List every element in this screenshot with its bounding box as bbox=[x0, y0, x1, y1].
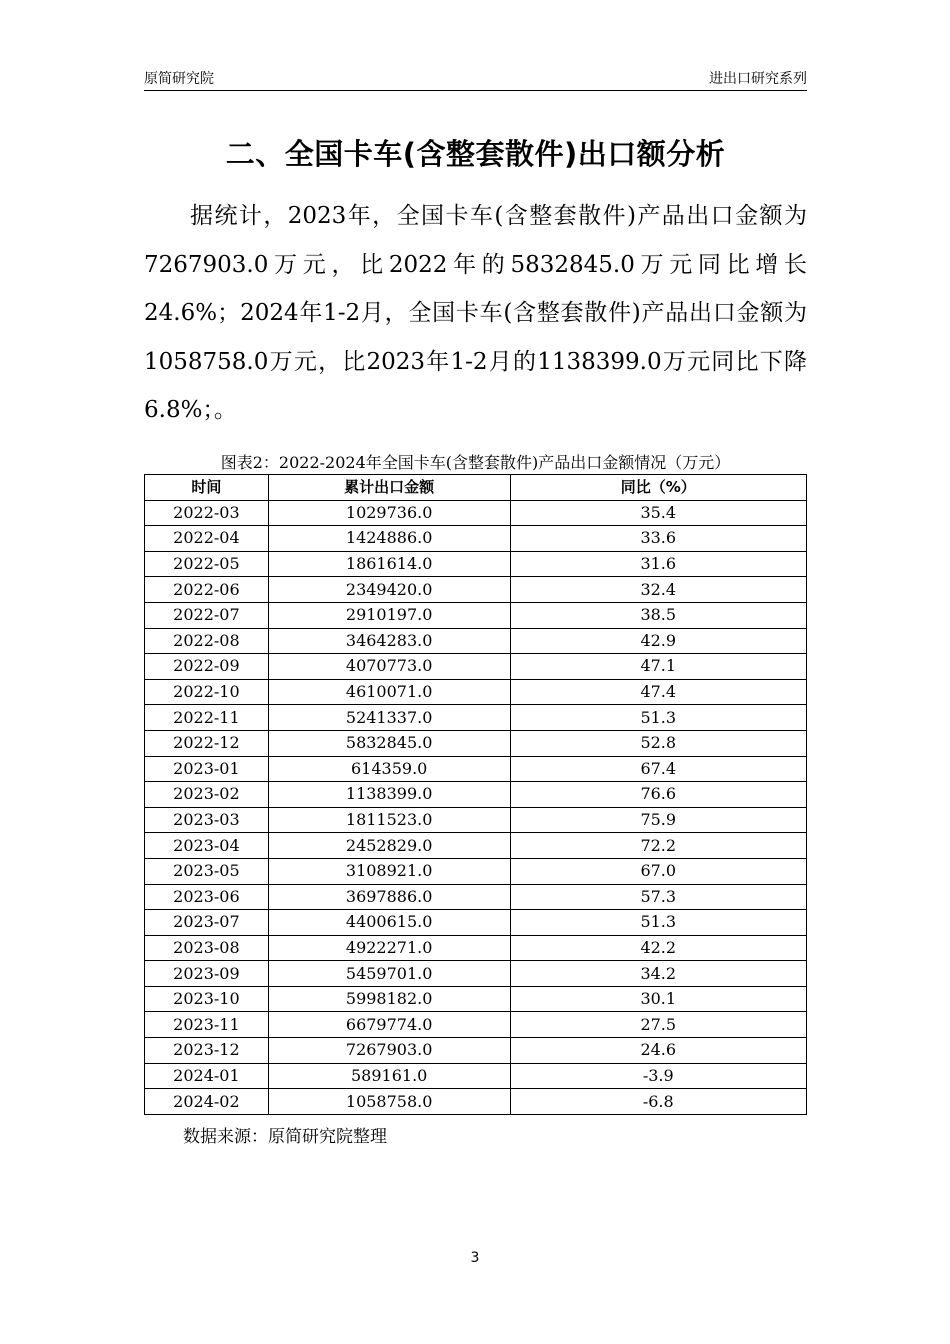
cell-amount: 2910197.0 bbox=[268, 602, 510, 628]
cell-time: 2022-08 bbox=[145, 628, 269, 654]
cell-yoy: 76.6 bbox=[510, 782, 807, 808]
cell-amount: 6679774.0 bbox=[268, 1012, 510, 1038]
cell-time: 2022-04 bbox=[145, 526, 269, 552]
cell-amount: 1058758.0 bbox=[268, 1089, 510, 1115]
table-row bbox=[145, 986, 807, 1012]
cell-time: 2023-02 bbox=[145, 782, 269, 808]
cell-amount: 1138399.0 bbox=[268, 782, 510, 808]
table-row bbox=[145, 577, 807, 603]
table-row bbox=[145, 679, 807, 705]
cell-yoy: 30.1 bbox=[510, 986, 807, 1012]
cell-yoy: 38.5 bbox=[510, 602, 807, 628]
cell-time: 2022-05 bbox=[145, 551, 269, 577]
cell-amount: 3108921.0 bbox=[268, 858, 510, 884]
cell-amount: 1424886.0 bbox=[268, 526, 510, 552]
cell-yoy: 27.5 bbox=[510, 1012, 807, 1038]
cell-time: 2022-11 bbox=[145, 705, 269, 731]
cell-time: 2023-11 bbox=[145, 1012, 269, 1038]
cell-time: 2023-01 bbox=[145, 756, 269, 782]
table-row bbox=[145, 910, 807, 936]
cell-time: 2023-06 bbox=[145, 884, 269, 910]
table-row bbox=[145, 884, 807, 910]
cell-amount: 1029736.0 bbox=[268, 500, 510, 526]
page-header bbox=[144, 66, 807, 91]
table-row bbox=[145, 1063, 807, 1089]
cell-yoy: 52.8 bbox=[510, 730, 807, 756]
cell-yoy: 75.9 bbox=[510, 807, 807, 833]
cell-time: 2023-05 bbox=[145, 858, 269, 884]
cell-amount: 5998182.0 bbox=[268, 986, 510, 1012]
table-row bbox=[145, 551, 807, 577]
cell-amount: 5241337.0 bbox=[268, 705, 510, 731]
header-cell-time: 时间 bbox=[145, 475, 269, 501]
cell-amount: 3464283.0 bbox=[268, 628, 510, 654]
header-cell-amount: 累计出口金额 bbox=[268, 475, 510, 501]
cell-yoy: 72.2 bbox=[510, 833, 807, 859]
cell-amount: 1811523.0 bbox=[268, 807, 510, 833]
cell-amount: 2349420.0 bbox=[268, 577, 510, 603]
data-source-note: 数据来源：原简研究院整理 bbox=[183, 1127, 387, 1147]
cell-yoy: 35.4 bbox=[510, 500, 807, 526]
cell-amount: 4610071.0 bbox=[268, 679, 510, 705]
cell-time: 2023-07 bbox=[145, 910, 269, 936]
table-row bbox=[145, 602, 807, 628]
cell-time: 2023-12 bbox=[145, 1038, 269, 1064]
body-paragraph: 据统计，2023年，全国卡车(含整套散件)产品出口金额为7267903.0万元，比2022年的5832845.0万元同比增长24.6%；2024年1-2月，全国卡车(含整套散件)产品出口金额为1058758.0万元，比2023年1-2月的1138399.0万元同比下降6.8%；。 bbox=[144, 203, 807, 423]
cell-time: 2022-07 bbox=[145, 602, 269, 628]
cell-yoy: 33.6 bbox=[510, 526, 807, 552]
table-row bbox=[145, 500, 807, 526]
cell-time: 2022-09 bbox=[145, 654, 269, 680]
cell-yoy: 67.0 bbox=[510, 858, 807, 884]
cell-yoy: 32.4 bbox=[510, 577, 807, 603]
cell-time: 2023-04 bbox=[145, 833, 269, 859]
cell-yoy: 34.2 bbox=[510, 961, 807, 987]
cell-yoy: -3.9 bbox=[510, 1063, 807, 1089]
cell-amount: 7267903.0 bbox=[268, 1038, 510, 1064]
table-row bbox=[145, 1012, 807, 1038]
cell-yoy: 67.4 bbox=[510, 756, 807, 782]
cell-time: 2022-10 bbox=[145, 679, 269, 705]
cell-time: 2023-09 bbox=[145, 961, 269, 987]
header-right: 进出口研究系列 bbox=[709, 71, 807, 87]
header-left: 原简研究院 bbox=[144, 71, 214, 87]
table-row bbox=[145, 1038, 807, 1064]
cell-amount: 4400615.0 bbox=[268, 910, 510, 936]
table-row bbox=[145, 961, 807, 987]
cell-amount: 2452829.0 bbox=[268, 833, 510, 859]
table-row bbox=[145, 628, 807, 654]
cell-yoy: 24.6 bbox=[510, 1038, 807, 1064]
cell-time: 2022-12 bbox=[145, 730, 269, 756]
table-row bbox=[145, 756, 807, 782]
cell-amount: 4922271.0 bbox=[268, 935, 510, 961]
page-number: 3 bbox=[470, 1250, 480, 1266]
cell-amount: 5832845.0 bbox=[268, 730, 510, 756]
cell-amount: 614359.0 bbox=[268, 756, 510, 782]
cell-yoy: 47.1 bbox=[510, 654, 807, 680]
cell-time: 2023-10 bbox=[145, 986, 269, 1012]
cell-yoy: 51.3 bbox=[510, 705, 807, 731]
cell-yoy: 31.6 bbox=[510, 551, 807, 577]
header-cell-yoy: 同比（%） bbox=[510, 475, 807, 501]
table-row bbox=[145, 730, 807, 756]
cell-yoy: -6.8 bbox=[510, 1089, 807, 1115]
table-body bbox=[145, 500, 807, 1114]
section-title: 二、全国卡车(含整套散件)出口额分析 bbox=[225, 137, 726, 171]
cell-yoy: 42.2 bbox=[510, 935, 807, 961]
table-row bbox=[145, 807, 807, 833]
table-row bbox=[145, 833, 807, 859]
cell-amount: 589161.0 bbox=[268, 1063, 510, 1089]
table-row bbox=[145, 705, 807, 731]
cell-time: 2023-08 bbox=[145, 935, 269, 961]
cell-time: 2024-01 bbox=[145, 1063, 269, 1089]
table-row bbox=[145, 526, 807, 552]
cell-time: 2023-03 bbox=[145, 807, 269, 833]
cell-yoy: 57.3 bbox=[510, 884, 807, 910]
table-row bbox=[145, 935, 807, 961]
cell-amount: 5459701.0 bbox=[268, 961, 510, 987]
table-row bbox=[145, 654, 807, 680]
table-header-row bbox=[145, 475, 807, 501]
table-caption: 图表2：2022-2024年全国卡车(含整套散件)产品出口金额情况（万元） bbox=[220, 453, 731, 472]
table-row bbox=[145, 782, 807, 808]
cell-amount: 3697886.0 bbox=[268, 884, 510, 910]
table-row bbox=[145, 1089, 807, 1115]
cell-time: 2022-03 bbox=[145, 500, 269, 526]
cell-time: 2022-06 bbox=[145, 577, 269, 603]
export-table bbox=[144, 474, 807, 1115]
cell-yoy: 47.4 bbox=[510, 679, 807, 705]
cell-time: 2024-02 bbox=[145, 1089, 269, 1115]
table-row bbox=[145, 858, 807, 884]
cell-yoy: 51.3 bbox=[510, 910, 807, 936]
cell-amount: 4070773.0 bbox=[268, 654, 510, 680]
cell-yoy: 42.9 bbox=[510, 628, 807, 654]
cell-amount: 1861614.0 bbox=[268, 551, 510, 577]
